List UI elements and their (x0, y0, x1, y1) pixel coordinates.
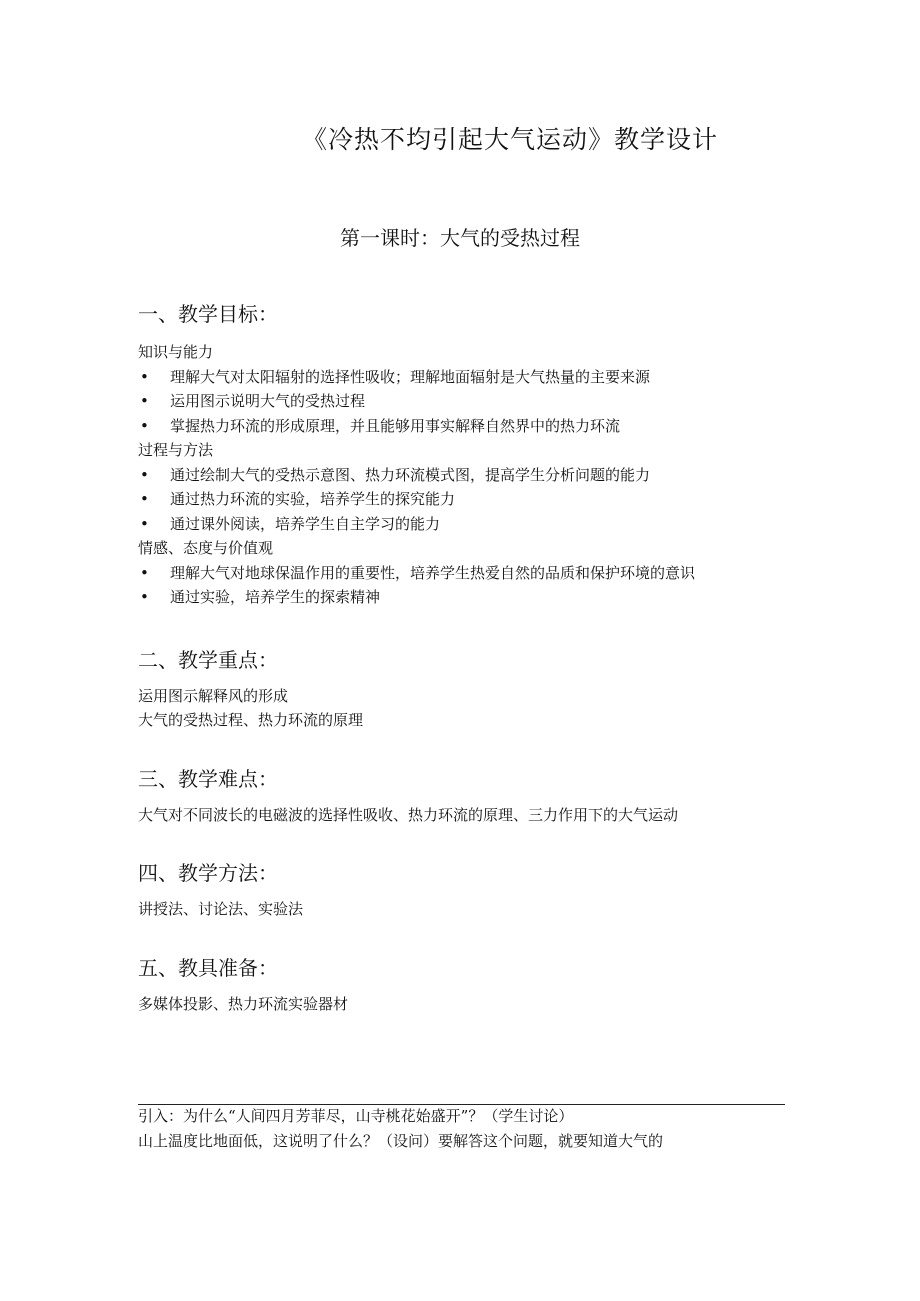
list-item-text: 掌握热力环流的形成原理，并且能够用事实解释自然界中的热力环流 (170, 416, 621, 435)
section-key-points (138, 644, 798, 733)
body-line: 大气对不同波长的电磁波的选择性吸收、热力环流的原理、三力作用下的大气运动 (138, 805, 679, 824)
bullet-icon: • (140, 392, 149, 410)
group-label: 情感、态度与价值观 (138, 539, 274, 557)
bullet-icon: • (140, 563, 149, 582)
group-label: 知识与能力 (138, 343, 214, 361)
group-label: 过程与方法 (138, 441, 214, 459)
document-body (138, 298, 798, 1016)
list-item (138, 463, 798, 488)
list-item (138, 365, 798, 390)
document-title: 《冷热不均引起大气运动》教学设计 (301, 125, 718, 154)
section-heading: 二、教学重点： (138, 647, 278, 672)
list-item (138, 561, 798, 586)
list-item (138, 512, 798, 537)
section-tools (138, 952, 798, 1017)
bullet-icon: • (140, 465, 149, 484)
list-item-text: 运用图示说明大气的受热过程 (170, 392, 366, 410)
list-item (138, 414, 798, 439)
bullet-icon: • (140, 514, 149, 533)
body-line: 山上温度比地面低，这说明了什么？（设问）要解答这个问题，就要知道大气的 (138, 1131, 664, 1150)
body-line: 引入：为什么“人间四月芳菲尽，山寺桃花始盛开”？（学生讨论） (138, 1107, 574, 1125)
bullet-icon: • (140, 588, 149, 606)
body-line: 多媒体投影、热力环流实验器材 (138, 994, 349, 1013)
lesson-subtitle: 第一课时：大气的受热过程 (340, 226, 580, 250)
section-difficulties (138, 763, 798, 828)
section-heading: 四、教学方法： (138, 861, 278, 885)
bullet-icon: • (140, 416, 149, 435)
list-item-text: 通过课外阅读，培养学生自主学习的能力 (170, 514, 441, 533)
bullet-icon: • (140, 490, 149, 508)
list-item (138, 487, 798, 512)
section-objectives (138, 298, 798, 610)
body-line: 运用图示解释风的形成 (138, 686, 289, 705)
section-heading: 五、教具准备： (138, 955, 278, 980)
list-item (138, 585, 798, 610)
section-methods (138, 857, 798, 922)
section-heading: 一、教学目标： (138, 302, 278, 326)
list-item-text: 理解大气对太阳辐射的选择性吸收；理解地面辐射是大气热量的主要来源 (170, 367, 651, 386)
body-line: 讲授法、讨论法、实验法 (138, 900, 304, 918)
lesson-intro (138, 1104, 798, 1153)
list-item-text: 通过实验，培养学生的探索精神 (170, 588, 381, 606)
list-item-text: 理解大气对地球保温作用的重要性，培养学生热爱自然的品质和保护环境的意识 (170, 563, 696, 582)
bullet-icon: • (140, 367, 149, 386)
section-heading: 三、教学难点： (138, 766, 278, 791)
body-line: 大气的受热过程、热力环流的原理 (138, 711, 364, 729)
list-item-text: 通过绘制大气的受热示意图、热力环流模式图，提高学生分析问题的能力 (170, 465, 651, 484)
list-item (138, 389, 798, 414)
list-item-text: 通过热力环流的实验，培养学生的探究能力 (170, 490, 456, 508)
